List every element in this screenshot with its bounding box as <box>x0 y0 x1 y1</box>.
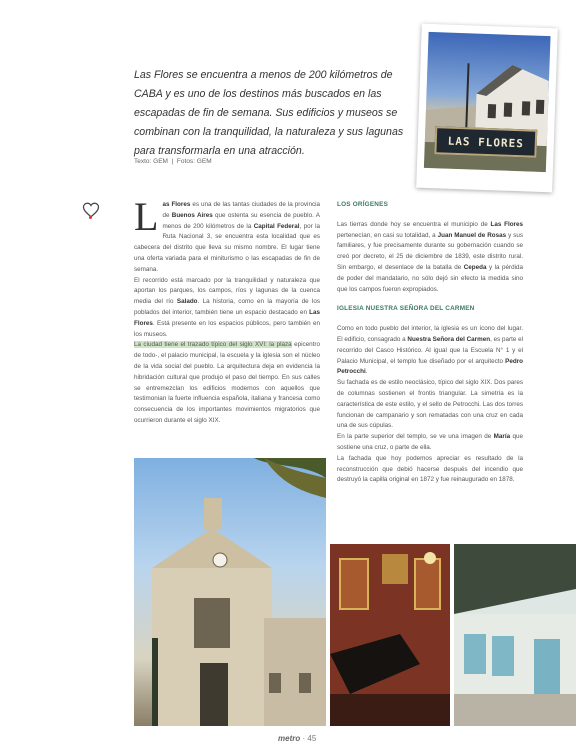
body-text: pertenecían, en casi su totalidad, a <box>337 231 438 239</box>
right-column <box>337 200 523 486</box>
right-paragraph-2 <box>337 324 523 378</box>
credits-photo-label: Fotos: <box>176 158 195 165</box>
body-text: Como en todo pueblo del interior, la iglesia es un ícono del lugar. El edificio, consagrado a <box>337 325 523 343</box>
drop-cap: L <box>134 194 159 239</box>
station-photo <box>454 544 576 726</box>
bold-text: as Flores <box>162 201 191 208</box>
page-footer <box>278 734 316 743</box>
piano-room-photo <box>330 544 450 726</box>
bold-text: Las Flores <box>490 220 524 228</box>
magazine-brand: metro <box>278 734 301 743</box>
left-paragraph-1 <box>134 194 320 276</box>
church-photo <box>134 458 326 726</box>
church-illustration <box>134 458 326 726</box>
highlighted-text: La ciudad tiene el trazado típico del siglo XVI: la plaza <box>134 341 292 349</box>
bold-text: Nuestra Señora del Carmen <box>407 335 491 343</box>
bold-text: Juan Manuel de Rosas <box>437 231 507 239</box>
heart-dot <box>89 216 92 219</box>
bold-text: Buenos Aires <box>171 211 213 219</box>
body-text: epicentro de todo-, el palacio municipal, la escuela y la iglesia son el núcleo de la vida social del pueblo. La arquitectura deja en evidencia la hibridación cultural que produjo el paso del tiempo. En sus calles se entremezclan los edificios modernos con aquellos que testimonian la fuerte influencia española, italiana y francesa como consecuencia de los importantes movimientos migratorios que ocurrieron durante el siglo XIX. <box>134 341 321 424</box>
right-paragraph-5: La fachada que hoy podemos apreciar es resultado de la reconstrucción que debió hacerse después del incendio que destruyó la capilla original en 1872 y fue reinaugurado en 1878. <box>337 454 523 484</box>
body-text: El recorrido está marcado por la tranquilidad y naturaleza que aportan los parques, los campos, ríos y lagunas de la cuenca media del río <box>134 276 320 306</box>
station-illustration <box>454 544 576 726</box>
bold-text: Cepeda <box>463 263 487 271</box>
body-text: que ostenta su esencia de pueblo. A menos de 200 kilómetros de la <box>162 211 320 230</box>
section-heading-origins: LOS ORÍGENES <box>337 201 389 208</box>
right-paragraph-1 <box>337 220 523 296</box>
bold-text: Pedro Petrocchi <box>337 357 523 376</box>
section-heading-church: IGLESIA NUESTRA SEÑORA DEL CARMEN <box>337 305 475 313</box>
credits-separator: | <box>171 158 174 165</box>
bold-text: María <box>493 433 511 441</box>
street-photo <box>424 32 551 172</box>
body-text: y sus familiares, y fue precisamente durante su gobernación cuando se creó por decreto, el 25 de diciembre de 1839, este distrito rural. Sin embargo, el desenlace de la batalla de <box>337 231 523 271</box>
left-paragraph-3 <box>134 340 320 426</box>
polaroid-photo <box>416 24 558 193</box>
body-text: . <box>365 368 368 376</box>
body-text: En la parte superior del templo, se ve una imagen de <box>337 433 494 441</box>
credits-text-label: Texto: <box>134 158 152 165</box>
bold-text: Salado <box>176 298 198 306</box>
body-text: . Está presente en los espacios públicos, pero también en los museos. <box>134 319 320 338</box>
intro-text: Las Flores se encuentra a menos de 200 kilómetros de CABA y es uno de los destinos más buscados en las escapadas de fin de semana. Sus edificios y museos se combinan con la tranquilidad, la naturaleza y sus lagunas para transformarla en una atracción. <box>134 69 404 157</box>
body-text: , por la Ruta Nacional 3, se encuentra esta localidad que es cabecera del distrito que lleva su mismo nombre. El lugar tiene una oferta variada para el miniturismo o las escapadas de fin de semana. <box>134 222 320 273</box>
body-text: , es parte el recorrido del Casco Histórico. Al igual que la Escuela N° 1 y el Palacio Municipal, el templo fue diseñado por el arquitecto <box>337 335 524 365</box>
credits-photo-value: GEM <box>196 158 212 165</box>
right-paragraph-4 <box>337 432 523 454</box>
page-number: 45 <box>307 734 317 743</box>
body-text: y la pérdida de poder del mandatario, no sólo dejó sin efecto la medida sino que los campos fueron expropiados. <box>337 263 523 293</box>
piano-room-illustration <box>330 544 450 726</box>
body-text: Las tierras donde hoy se encuentra el municipio de <box>337 220 491 228</box>
right-paragraph-3: Su fachada es de estilo neoclásico, típico del siglo XIX. Dos pares de columnas sostienen el frontis triangular. La simetría es la característica de este estilo, y el sello de Petrocchi. Las dos torres funcionan de campanario y son rematadas con una cruz en cada una de sus cúpulas. <box>337 379 523 430</box>
body-text: es una de las tantas ciudades de la provincia de <box>162 201 320 219</box>
left-paragraph-2 <box>134 276 320 341</box>
left-column <box>134 194 321 427</box>
bold-text: Capital Federal <box>253 222 300 230</box>
footer-separator: · <box>302 734 306 743</box>
body-text: . La historia, como en la mayoría de los poblados del interior, también tiene un espacio destacado en <box>134 298 320 316</box>
credits <box>134 158 212 165</box>
bold-text: Las Flores <box>134 308 320 327</box>
las-flores-sign: LAS FLORES <box>434 126 537 158</box>
body-text: que sostiene una cruz, o parte de ella. <box>337 433 524 451</box>
credits-text-value: GEM <box>153 158 168 165</box>
